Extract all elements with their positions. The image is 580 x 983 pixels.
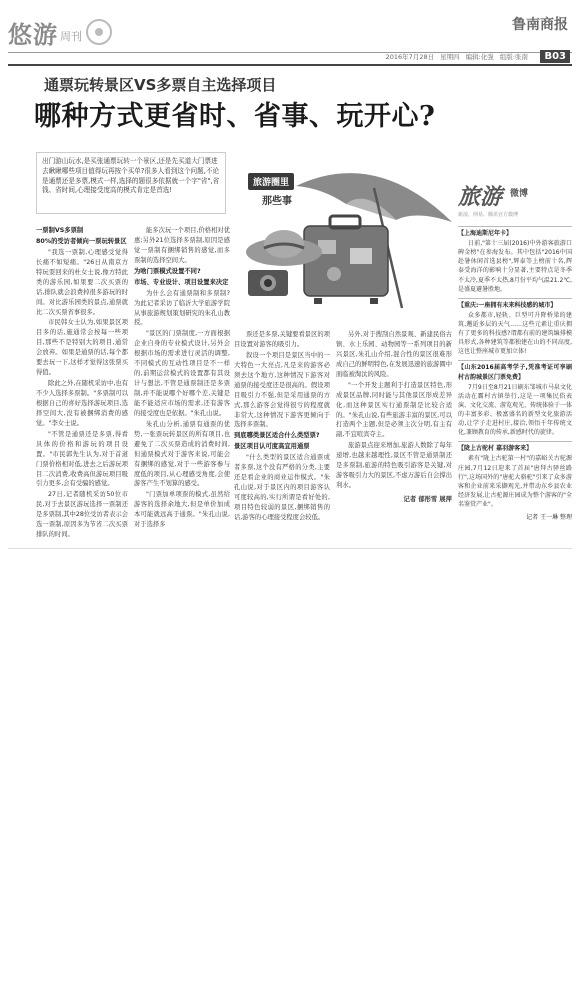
article-subhead: 一票制VS多票制: [36, 227, 84, 234]
paper-name: 鲁南商报: [512, 17, 568, 33]
sidebar-news-item: [458, 226, 572, 294]
article-byline: 记者 郁彤雪 展萍: [403, 496, 452, 503]
content-end-rule: [8, 548, 572, 549]
sidebar-sections: [458, 226, 572, 509]
article-paragraph: 旅游景点迎来增加,旅游人数除了每年递增,也越来越理性,景区不管是通票制还是多票制,旅游的特色吸引游客是关键,对游客吸引力大的景区,不虑万游后自会撑出利水。: [336, 442, 452, 490]
article-paragraph: 27日,记者随机采访50位市民,对于去景区游玩选择一票制还是多票制,其中28位受访者表示会选一票制,原因多为节省二次买票排队的时间。: [36, 491, 128, 539]
article-paragraph: 票还是多票,关键要看景区的项目设置对游客的吸引力。: [234, 331, 330, 348]
compass-icon: [86, 19, 112, 45]
issue-date: 2016年7月28日: [385, 53, 435, 61]
section-logo: [8, 12, 112, 52]
masthead: [8, 8, 572, 64]
article-lead: 出门游山玩水,是买张通票玩转一个景区,还是先买道大门票进去瞅瞅哪些项目值得玩再按个买单?很多人看到这个问题,不论是通票还是多票,模式一样,选择的题很多依据就一个字"省",省钱、省时间,心理接受度高的模式肯定是首选!: [36, 152, 226, 214]
logo-main: 悠游: [8, 19, 58, 49]
sidebar-item-heading: 【山东2016届高考学子,凭准考证可享刷村古韵城景区门票免费】: [458, 360, 572, 381]
sidebar-item-text: 素有"陇上古驼第一村"的嘉峪关古驼源庄园,7月12日迎来了首届"唐拜古驿丝路行",这场国外的"唐驼大骆驼"引来了众多游客和企业前来采撷观光,并带动东乡县农业经济发展,让古驼源庄园成为整个游客的"全名鉴赏产业"。: [458, 455, 572, 508]
sidebar-title: 旅游: [458, 184, 503, 210]
article-column-4: [336, 330, 452, 542]
article-paragraph: 叙设一个项目是景区当中的一大特色一大亮点,凡是来的游客必须去这个地方,这种情况下游客对通票的接受度还是很高的。假设项目吸引力不强,但是采用通票的方式,那么游客会觉得很亏的程度就非常大,这种情况下游客更倾向于选择多票制。: [234, 351, 330, 429]
article-paragraph: "不管是通票还是多票,得看具体的价格和游玩的项目设置。"市民郭先生认为,对于首道门票价格相对低,进去之后游玩项目二次消费,收费高但游玩项目吸引力更多,会有受骗的感觉。: [36, 430, 128, 488]
sidebar-news-item: [458, 441, 572, 509]
tag-top: 旅游圈里: [248, 173, 294, 190]
sidebar-item-text: 众多都市,轻轨、巨型可升降桥梁的建筑,邂逅多层的天气……这些元素让重庆拥有了更多的科技感?谓都有前的建筑编排模具形式,各种建筑等都独建在山的不同高度,这也让整座城市更加立体!: [458, 311, 572, 356]
sidebar-tagline: 新浪、网易、腾讯官方微博: [458, 212, 519, 218]
sidebar-title-sub: 微博: [510, 189, 529, 199]
article-paragraph: "景区的门票制度,一方面根据企业自身的专业模式设计,另外会根据市场的需求进行灵活的调整,不同模式的互动性项目是不一样的,前期运营模式的设置都有其设计与想法,不管是通票制还是多票制,并不能说哪个好哪个差,关键是能不能适应市场的需求,还有游客的接受度也是依据。"朱孔山说。: [134, 330, 230, 417]
article-paragraph: 朱孔山分析,通票有通票的优势,一张票玩转景区的所有项目,也避免了二次买票造成的消费时间,但通票模式对于游客来说,可能会有捆绑的感觉,对于一些游客参与度低的项目,从心理感受角度,会使游客产生不划算的感受。: [134, 420, 230, 488]
article-subhead: 80%的受访者倾向一票玩转景区: [36, 237, 127, 245]
article-column-2: [134, 226, 230, 542]
camera-icon: [248, 270, 288, 296]
sidebar-item-heading: 【上海迪斯尼年卡】: [458, 226, 572, 238]
designer: 组版:张南: [499, 53, 528, 61]
sidebar-item-text: 日前,"第十三届(2016)中外游客旅游口碑金榜"在参海发布。其中包括"2016中国赴暑休闲首选县榜",辉泰等上榜前十名,辉泰受海洋的影响十分显著,主要特点是冬季不太冷,夏季不太热,8月份平均气温21.2℃,是盛夏避暑胜地。: [458, 240, 572, 293]
suitcase-icon: [304, 216, 388, 304]
page-number: B03: [540, 50, 570, 63]
article-paragraph: 为什么会有通票制和多票制?为此记者采访了临沂大学旅游学院从事旅游规划策划研究的朱孔山教授。: [134, 289, 230, 327]
article-column-1: [36, 226, 128, 542]
tag-bottom: 那些事: [262, 196, 292, 207]
article-paragraph: "我选一票制,心理感受觉得长痛不如短痛。"26日从南京方特玩耍回来的杜女士说,像方特此类的游乐园,如果要二次买票的话,排队就会浪费掉很多游玩的时间。对比游乐园类的景点,通票就比二次买票省事很多。: [36, 248, 128, 316]
issue-meta: [386, 52, 528, 61]
logo-sub: 周刊: [60, 30, 82, 43]
sidebar-byline: 记者 王一琳 整理: [526, 514, 572, 522]
illustration-tag: [248, 170, 294, 207]
issue-weekday: 星期四: [440, 53, 460, 61]
article-subhead: 为啥门票模式设置不同?: [134, 267, 201, 275]
article-paragraph: 除此之外,在随机采访中,也有不少人选择多票制。"多票制可以根据自己的喜好选择游玩项目,选择空间大,没有被捆绑消费的感觉。"李女士说。: [36, 380, 128, 427]
sidebar-header: [458, 180, 572, 222]
article-paragraph: "门票加单项票的模式,虽然给游客的选择余地大,但是单价加成本可能就远高于通票。"朱孔山说,对于选择多: [134, 491, 230, 529]
article-subhead: 市场、专业设计、项目设置来决定: [134, 278, 229, 286]
article-paragraph: 市民韩女士认为,如果景区项目多的话,施通常会按每一些项目,那些不是特别大的项目,通常会放弃。如果是通票的话,每个都要去玩一下,这样才觉得这张票买得值。: [36, 319, 128, 377]
sidebar-item-heading: 【重庆:一座拥有未来科技感的城市】: [458, 298, 572, 310]
article-paragraph: 能多次玩一个项目,价格相对优惠;另外21位选择多票制,原因是感觉一票制有捆绑销售的感觉,而多票制的选择空间大。: [134, 227, 230, 264]
article-paragraph: "一个开发主题利于打造景区特色,形成景区品牌,同时能与其他景区形成差异化,而这种景区实行通票制是比较合适的。"朱孔山说,有些旅游丰富的景区,可以打造两个主题,但是必须主次分明,有主有副,不宜喧宾夺主。: [336, 381, 452, 439]
article-paragraph: 另外,对于搜刮自然景观、新建民俗古镇、水上乐园、动物园等一系列项目的新兴景区,朱孔山介绍,混合性的景区很难形成自己的鲜明特色,在发展迅速的旅游圈中面临被淘汰的风险。: [336, 331, 452, 378]
article-kicker: 通票玩转景区VS多票自主选择项目: [44, 76, 277, 94]
sidebar-item-text: 7月9日至8月21日刷东邹城市马泉文化活动在霸村古镇举行,这是一项集民俗表演、文化交流、游览观光、传统体验于一体的丰富多彩、极富盛名的新型文化旅游活动,让学子走进村庄,接洽,领悟千年传统文化,兼顾教育的传承,新感时代的旋律。: [458, 383, 573, 437]
article-column-3: [234, 330, 330, 542]
article-subhead: 景区项目认可度高宜用通票: [234, 443, 310, 451]
article-headline: 哪种方式更省时、省事、玩开心?: [34, 101, 436, 132]
travel-weibo-sidebar: [458, 180, 572, 542]
masthead-rule-bottom: [8, 64, 572, 66]
editor: 编辑:化强: [465, 53, 494, 61]
article-paragraph: "什么类型的景区适合通票或者多票,这个没有严格的分类,主要还是看企业的商业运作模式。"朱孔山说,对于景区内的项目游客认可度较高的,实行所谓是看好处的,项目特色较弱的景区,捆绑销售的话,游客的心理接受程度会较低。: [234, 454, 330, 521]
sidebar-news-item: [458, 298, 572, 357]
article-subhead: 到底哪类景区适合什么类型票?: [234, 432, 320, 440]
sidebar-item-heading: 【陇上古驼村 嘉羽游客来】: [458, 441, 572, 453]
sidebar-news-item: [458, 360, 572, 437]
